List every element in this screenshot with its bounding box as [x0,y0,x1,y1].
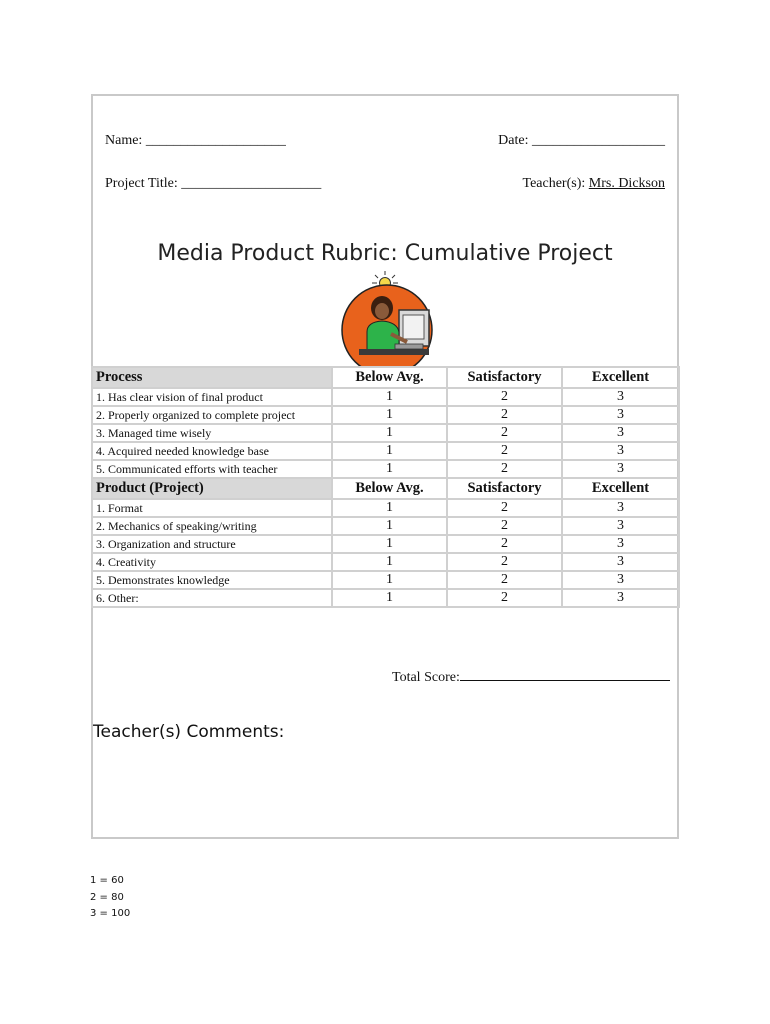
date-label: Date: [498,133,529,148]
score-cell[interactable]: 3 [562,553,679,571]
criteria-label: 6. Other: [92,589,332,607]
criteria-label: 3. Organization and structure [92,535,332,553]
total-score[interactable] [392,668,670,686]
score-cell[interactable]: 2 [447,589,562,607]
score-cell[interactable]: 1 [332,571,447,589]
criteria-label: 4. Acquired needed knowledge base [92,442,332,460]
teacher-name: Mrs. Dickson [588,176,665,191]
score-key-item: 1 = 60 [90,875,124,886]
score-cell[interactable]: 1 [332,424,447,442]
criteria-label: 5. Demonstrates knowledge [92,571,332,589]
score-cell[interactable]: 1 [332,589,447,607]
score-key-item: 3 = 100 [90,908,131,919]
criteria-row [92,553,679,571]
section-header-row [92,478,679,499]
project-title-label: Project Title: [105,176,178,191]
section-heading: Process [92,367,332,388]
criteria-row [92,571,679,589]
score-cell[interactable]: 1 [332,460,447,478]
score-cell[interactable]: 3 [562,442,679,460]
name-field[interactable] [105,133,286,149]
name-blank: ____________________ [145,133,286,148]
score-cell[interactable]: 3 [562,571,679,589]
criteria-label: 2. Mechanics of speaking/writing [92,517,332,535]
score-key [90,873,130,923]
score-cell[interactable]: 1 [332,535,447,553]
criteria-label: 1. Has clear vision of final product [92,388,332,406]
score-cell[interactable]: 1 [332,517,447,535]
criteria-row [92,406,679,424]
score-cell[interactable]: 2 [447,553,562,571]
criteria-row [92,424,679,442]
score-key-item: 2 = 80 [90,891,124,903]
page-title: Media Product Rubric: Cumulative Project [157,241,613,266]
criteria-label: 1. Format [92,499,332,517]
score-cell[interactable]: 3 [562,535,679,553]
teacher-label: Teacher(s): [522,176,586,191]
score-cell[interactable]: 3 [562,406,679,424]
score-cell[interactable]: 2 [447,424,562,442]
column-header: Excellent [562,367,679,388]
score-cell[interactable]: 3 [562,388,679,406]
score-cell[interactable]: 2 [447,460,562,478]
score-cell[interactable]: 3 [562,517,679,535]
column-header: Below Avg. [332,478,447,499]
criteria-row [92,589,679,607]
column-header: Satisfactory [447,367,562,388]
criteria-row [92,388,679,406]
score-cell[interactable]: 1 [332,553,447,571]
project-title-field[interactable] [105,176,321,192]
total-score-label: Total Score: [392,670,460,685]
score-cell[interactable]: 2 [447,442,562,460]
score-cell[interactable]: 3 [562,499,679,517]
score-cell[interactable]: 1 [332,406,447,424]
score-cell[interactable]: 2 [447,499,562,517]
teacher-comments-label: Teacher(s) Comments: [93,722,285,742]
score-cell[interactable]: 2 [447,388,562,406]
score-cell[interactable]: 3 [562,424,679,442]
total-score-blank [460,668,670,681]
criteria-label: 3. Managed time wisely [92,424,332,442]
rubric-table [91,366,680,608]
project-title-blank: ____________________ [181,176,322,191]
score-cell[interactable]: 2 [447,571,562,589]
criteria-row [92,460,679,478]
column-header: Excellent [562,478,679,499]
criteria-label: 4. Creativity [92,553,332,571]
teacher-field [523,176,666,192]
column-header: Satisfactory [447,478,562,499]
date-field[interactable] [498,133,665,149]
woman-at-computer-clipart-icon [337,270,437,368]
criteria-row [92,535,679,553]
section-header-row [92,367,679,388]
column-header: Below Avg. [332,367,447,388]
score-cell[interactable]: 2 [447,406,562,424]
criteria-row [92,499,679,517]
criteria-row [92,442,679,460]
score-cell[interactable]: 1 [332,388,447,406]
date-blank: ___________________ [532,133,665,148]
name-label: Name: [105,133,143,148]
score-cell[interactable]: 2 [447,517,562,535]
score-cell[interactable]: 3 [562,589,679,607]
section-heading: Product (Project) [92,478,332,499]
score-cell[interactable]: 1 [332,442,447,460]
criteria-row [92,517,679,535]
criteria-label: 2. Properly organized to complete project [92,406,332,424]
score-cell[interactable]: 3 [562,460,679,478]
score-cell[interactable]: 1 [332,499,447,517]
criteria-label: 5. Communicated efforts with teacher [92,460,332,478]
score-cell[interactable]: 2 [447,535,562,553]
